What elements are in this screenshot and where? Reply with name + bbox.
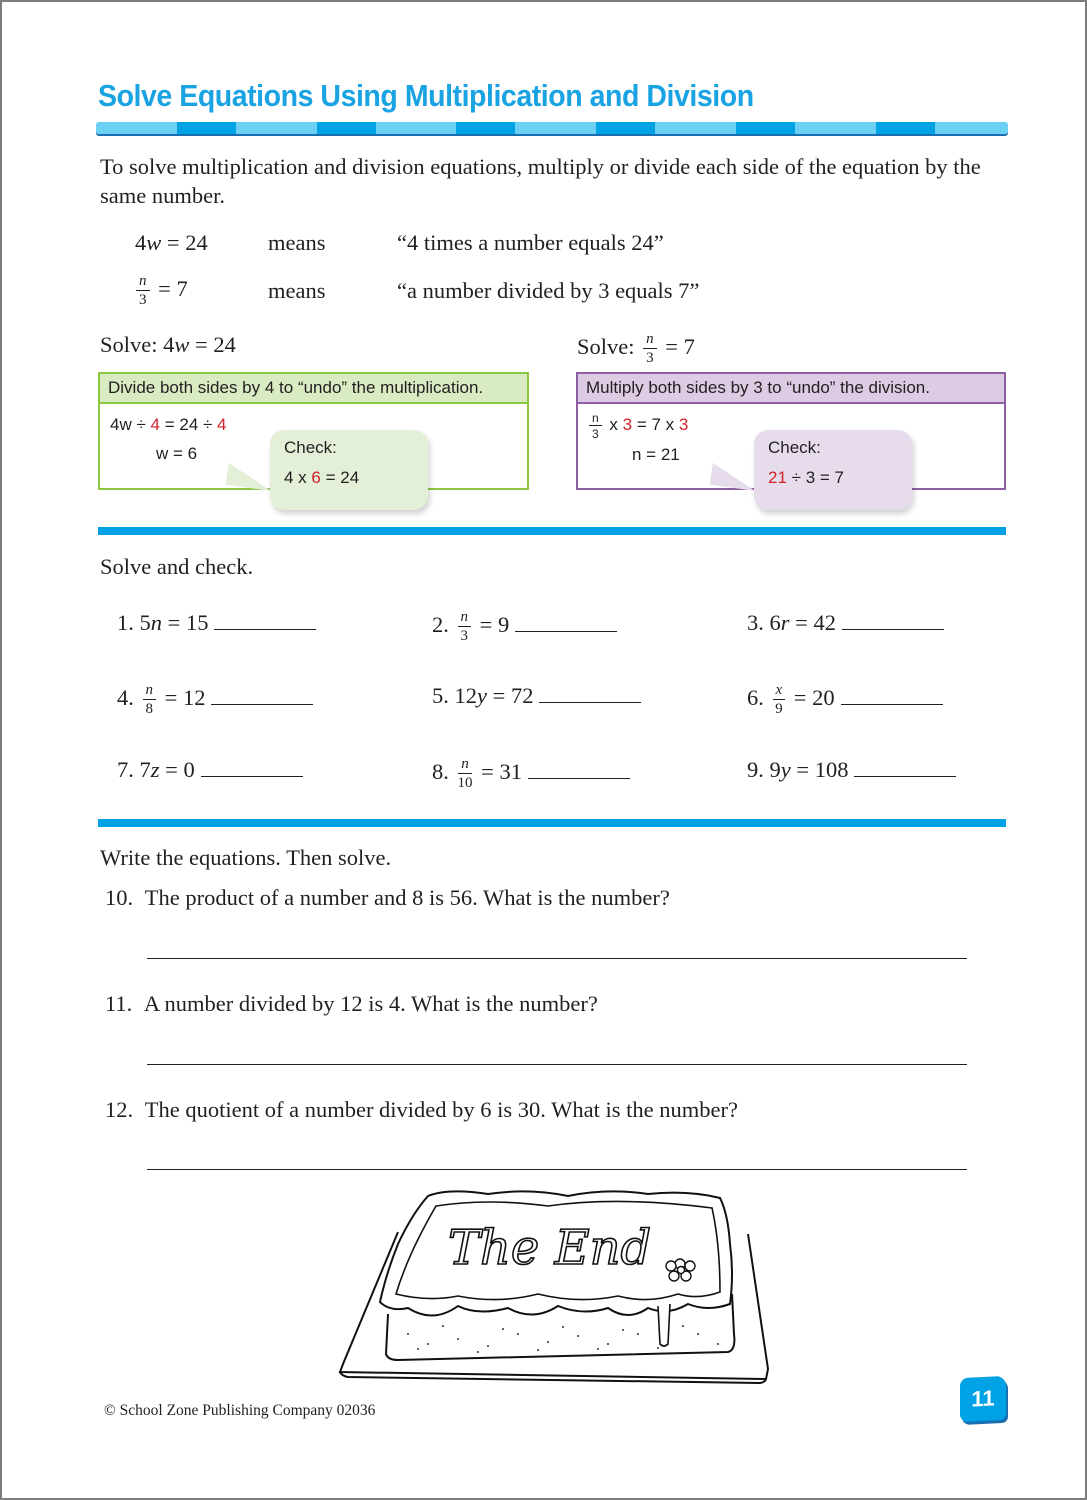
the-end-cake-illustration (328, 1184, 778, 1394)
page-title: Solve Equations Using Multiplication and Division (98, 78, 754, 113)
problem-number: 9. (747, 757, 764, 782)
problem-number: 7. (117, 757, 134, 782)
problem-5: 5. 12y = 72 (432, 683, 641, 709)
problem-number: 8. (432, 759, 449, 785)
title-underline (96, 122, 1008, 134)
check-label: Check: (768, 438, 821, 457)
section-divider (98, 527, 1006, 535)
problem-1: 1. 5n = 15 (117, 610, 316, 636)
word-problem-10: 10. The product of a number and 8 is 56. What is the number? (105, 885, 670, 910)
example-step-1: $\frac{n}{3}$ x 3 = 7 x 3 (586, 410, 996, 440)
meaning-coef: 4 (135, 230, 147, 255)
fraction: $\frac{n}{3}$ (136, 274, 150, 308)
problem-4: 4. $\frac{n}{8}$ = 12 (117, 683, 313, 717)
check-bubble-left (270, 430, 428, 510)
problem-6: 6. $\frac{x}{9}$ = 20 (747, 683, 943, 717)
problem-number: 3. (747, 610, 764, 635)
meaning-rhs: = 24 (166, 230, 208, 255)
answer-blank[interactable] (528, 777, 630, 779)
fraction: $\frac{n}{3}$ (458, 610, 472, 644)
check-equation: 4 x 6 = 24 (284, 468, 360, 487)
example-step-2: w = 6 (156, 444, 198, 463)
answer-blank[interactable] (214, 628, 316, 630)
problem-2: 2. $\frac{n}{3}$ = 9 (432, 610, 617, 644)
example-header: Divide both sides by 4 to “undo” the multiplication. (100, 374, 527, 404)
solve-label-left: Solve: 4w = 24 (100, 332, 236, 357)
problem-number: 4. (117, 685, 134, 711)
meaning-text-2: “a number divided by 3 equals 7” (397, 278, 700, 303)
example-header: Multiply both sides by 3 to “undo” the division. (578, 374, 1004, 404)
meaning-word-2: means (268, 278, 326, 303)
fraction: $\frac{x}{9}$ (773, 683, 786, 717)
copyright-footer: © School Zone Publishing Company 02036 (104, 1402, 376, 1419)
answer-blank[interactable] (515, 630, 617, 632)
problem-8: 8. $\frac{n}{10}$ = 31 (432, 757, 630, 791)
word-problem-11: 11. A number divided by 12 is 4. What is the number? (105, 991, 598, 1016)
answer-blank[interactable] (841, 703, 943, 705)
example-step-2: n = 21 (632, 444, 680, 464)
check-bubble-right (754, 430, 912, 510)
section-divider (98, 819, 1006, 827)
solve-label-right: Solve: $\frac{n}{3}$ = 7 (577, 331, 695, 366)
fraction: $\frac{n}{10}$ (457, 756, 473, 791)
problem-7: 7. 7z = 0 (117, 757, 303, 783)
meaning-row-2 (133, 274, 188, 308)
answer-blank[interactable] (854, 775, 956, 777)
problem-3: 3. 6r = 42 (747, 610, 944, 636)
svg-text:The End: The End (448, 1220, 652, 1276)
word-problem-12: 12. The quotient of a number divided by 6 is 30. What is the number? (105, 1097, 738, 1122)
answer-blank[interactable] (201, 775, 303, 777)
meaning-word-1: means (268, 230, 326, 255)
intro-text: To solve multiplication and division equations, multiply or divide each side of the equation by the same number. (100, 154, 981, 208)
fraction: $\frac{n}{3}$ (643, 332, 657, 366)
answer-blank[interactable] (211, 703, 313, 705)
answer-blank[interactable] (539, 701, 641, 703)
meaning-var: w (146, 230, 162, 255)
section1-instruction: Solve and check. (100, 554, 254, 579)
meaning-row-1 (135, 230, 208, 256)
check-label: Check: (284, 438, 337, 457)
meaning-text-1: “4 times a number equals 24” (397, 230, 664, 255)
fraction: $\frac{n}{3}$ (589, 412, 602, 440)
problem-9: 9. 9y = 108 (747, 757, 956, 783)
bubble-tail (710, 449, 761, 491)
answer-line[interactable] (147, 1064, 967, 1065)
problem-number: 1. (117, 610, 134, 635)
answer-blank[interactable] (842, 628, 944, 630)
page-number-badge: 11 (960, 1376, 1006, 1422)
check-equation: 21 ÷ 3 = 7 (768, 468, 844, 487)
problem-number: 5. (432, 683, 449, 708)
fraction: $\frac{n}{8}$ (143, 683, 157, 717)
problem-number: 6. (747, 685, 764, 711)
problem-number: 2. (432, 612, 449, 638)
example-step-1: 4w ÷ 4 = 24 ÷ 4 (110, 415, 227, 434)
answer-line[interactable] (147, 1169, 967, 1170)
bubble-tail (226, 449, 277, 491)
answer-line[interactable] (147, 958, 967, 959)
section2-instruction: Write the equations. Then solve. (100, 845, 392, 870)
meaning-rhs: = 7 (158, 276, 188, 302)
